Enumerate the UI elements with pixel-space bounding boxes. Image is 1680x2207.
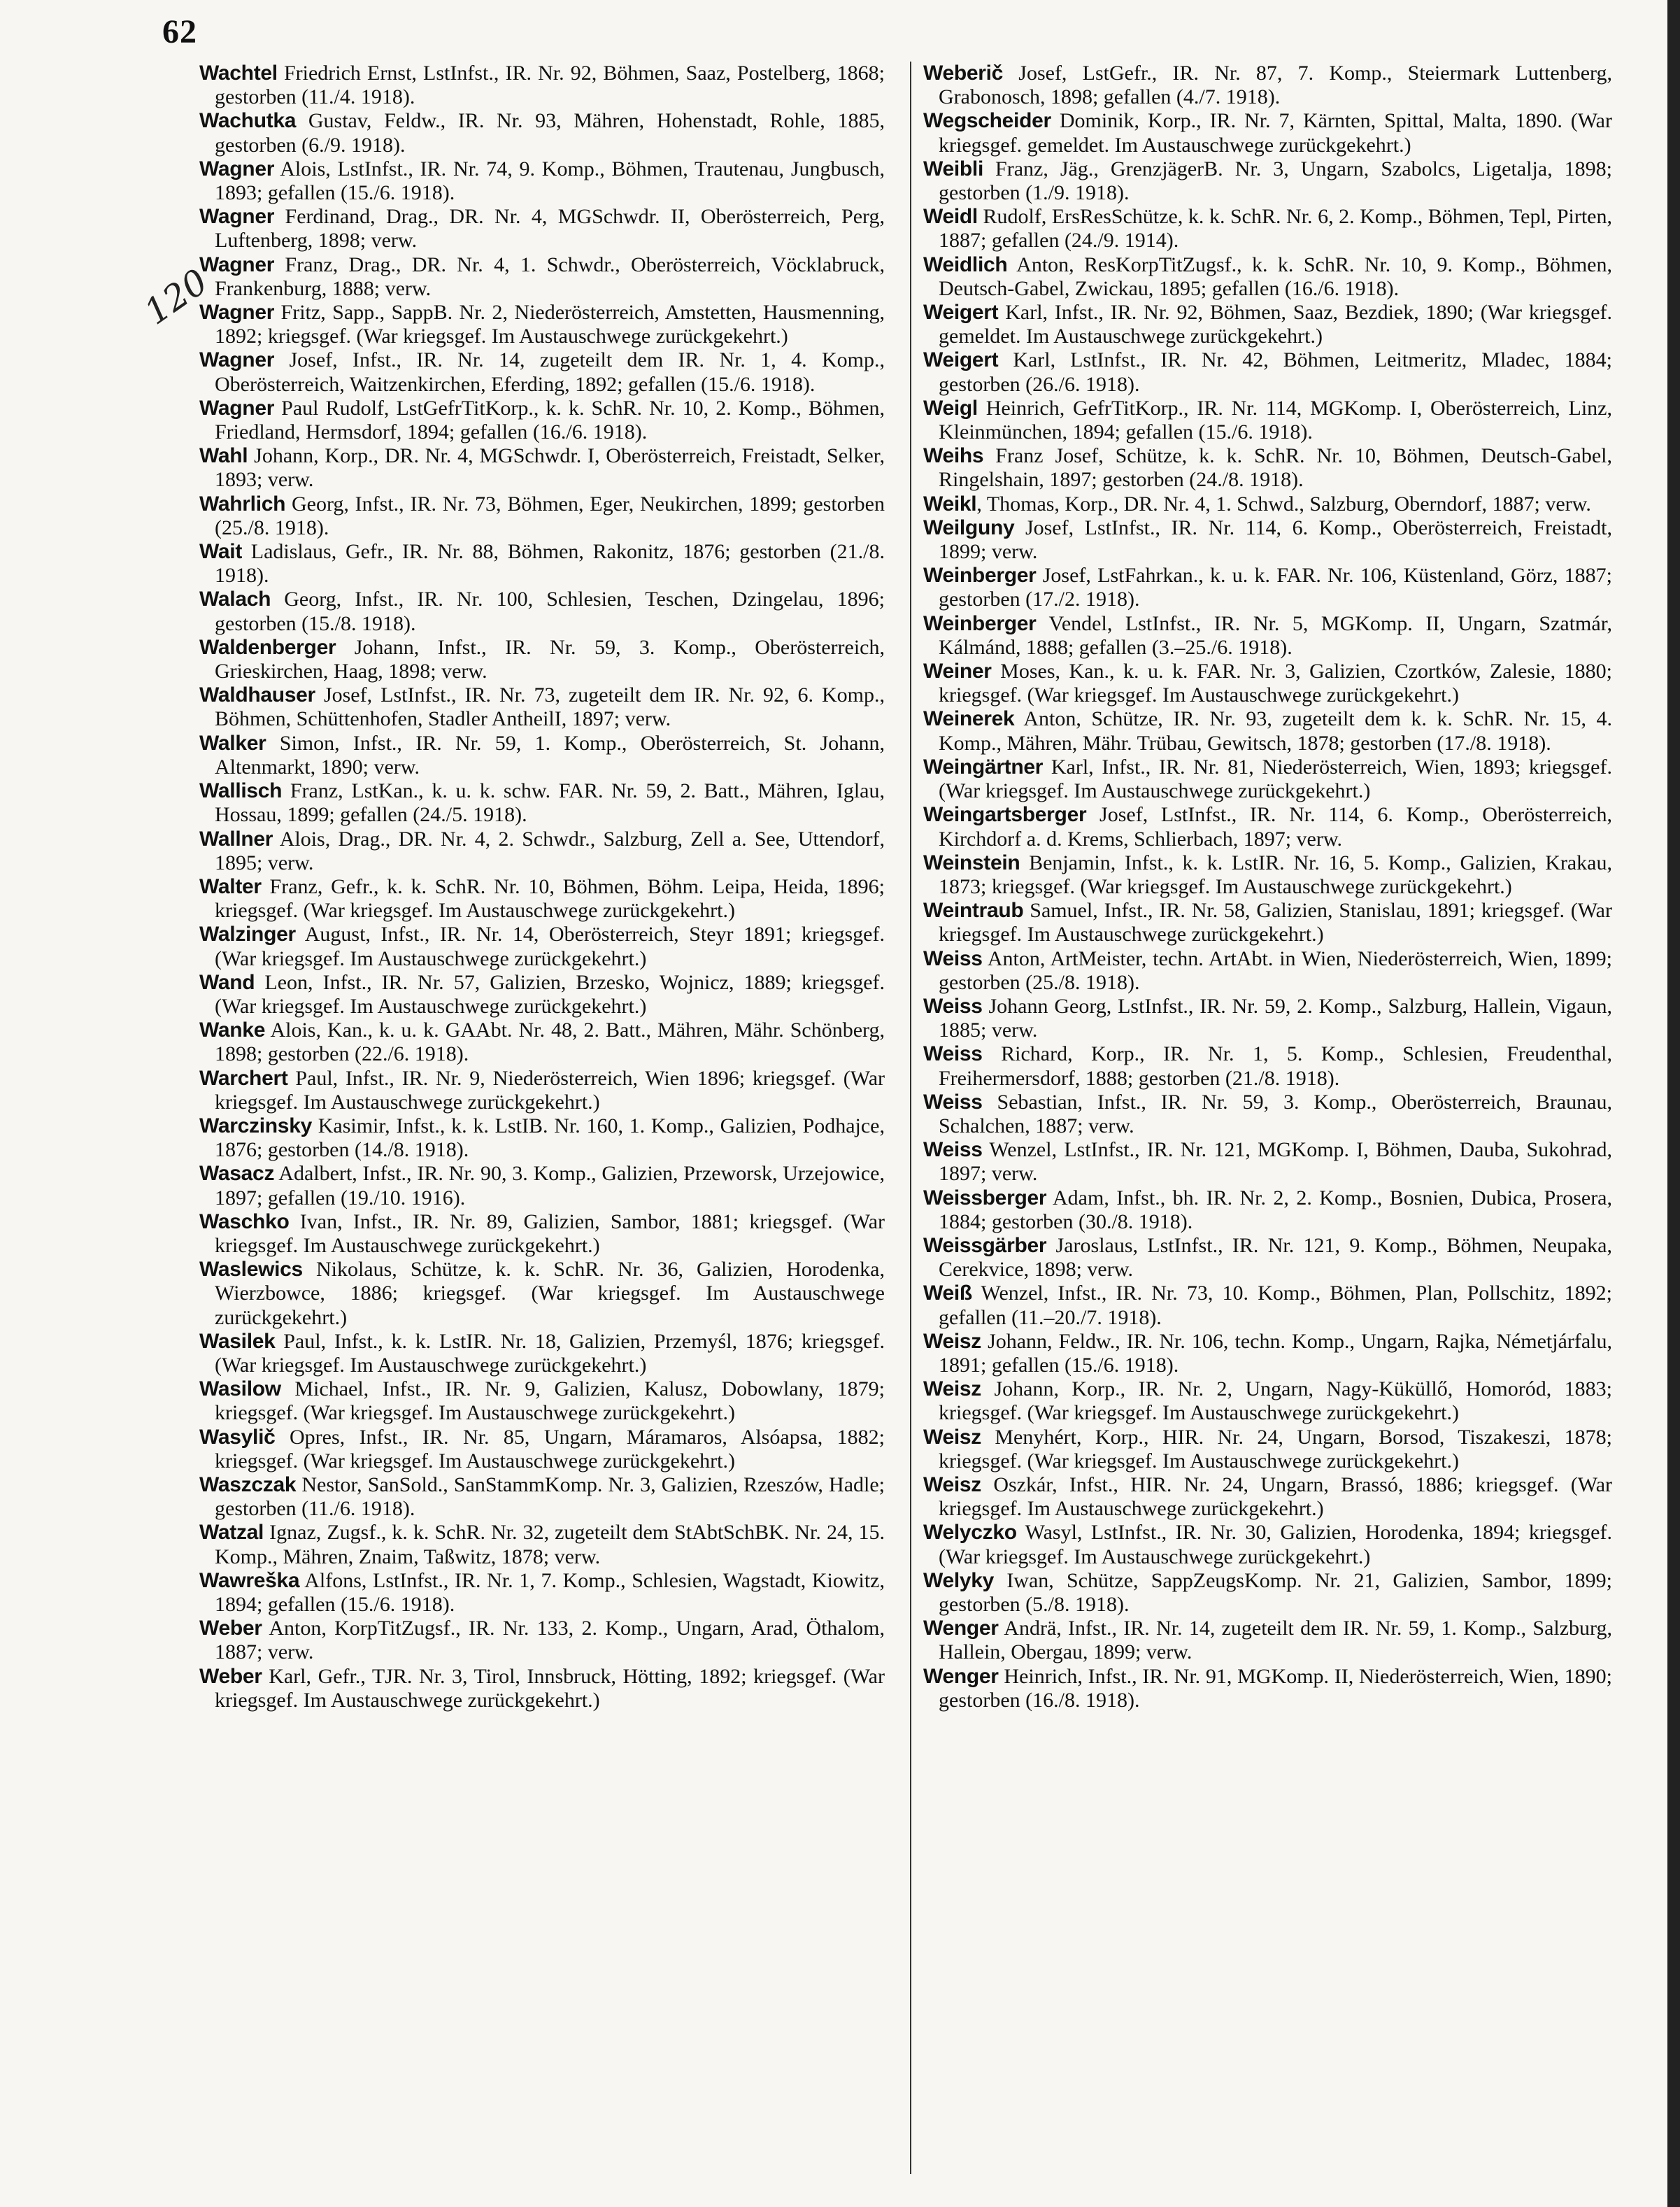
entry-surname: Warczinsky <box>199 1114 312 1137</box>
entry-details: Johann, Korp., DR. Nr. 4, MGSchwdr. I, Oberösterreich, Freistadt, Selker, 1893; verw. <box>215 444 885 492</box>
register-entry <box>199 1258 885 1330</box>
entry-details: , Thomas, Korp., DR. Nr. 4, 1. Schwd., Salzburg, Oberndorf, 1887; verw. <box>976 492 1591 516</box>
entry-details: Gustav, Feldw., IR. Nr. 93, Mähren, Hohenstadt, Rohle, 1885, gestorben (6./9. 1918). <box>215 109 885 157</box>
entry-details: Franz, Jäg., GrenzjägerB. Nr. 3, Ungarn, Szabolcs, Ligetalja, 1898; gestorben (1./9. 1918). <box>939 157 1612 205</box>
register-entry <box>199 683 885 731</box>
entry-details: Vendel, LstInfst., IR. Nr. 5, MGKomp. II, Ungarn, Szatmár, Kálmánd, 1888; gefallen (3.–25./6. 1918). <box>939 611 1612 659</box>
entry-details: Wenzel, Infst., IR. Nr. 73, 10. Komp., Böhmen, Plan, Pollschitz, 1892; gefallen (11.–20./7. 1918). <box>939 1282 1612 1329</box>
entry-surname: Weiss <box>923 1090 983 1114</box>
register-entry <box>199 1114 885 1162</box>
register-entry <box>199 732 885 779</box>
entry-surname: Weisz <box>923 1329 981 1353</box>
entry-surname: Wachtel <box>199 62 278 85</box>
entry-details: Andrä, Infst., IR. Nr. 14, zugeteilt dem IR. Nr. 59, 1. Komp., Salzburg, Hallein, Obergau, 1899; verw. <box>939 1617 1612 1664</box>
entry-details: Wasyl, LstInfst., IR. Nr. 30, Galizien, Horodenka, 1894; kriegsgef. (War kriegsgef. Im Austauschwege zurückgekehrt.) <box>939 1521 1612 1568</box>
entry-surname: Waschko <box>199 1209 290 1233</box>
register-entry <box>923 1521 1612 1568</box>
register-entry <box>199 397 885 444</box>
register-entry <box>199 444 885 492</box>
register-entry <box>923 1138 1612 1186</box>
register-entry <box>923 755 1612 803</box>
entry-surname: Wand <box>199 970 255 994</box>
entry-details: Jaroslaus, LstInfst., IR. Nr. 121, 9. Komp., Böhmen, Neupaka, Cerekvice, 1898; verw. <box>939 1233 1612 1282</box>
register-entry <box>923 301 1612 348</box>
entry-surname: Weber <box>199 1664 262 1688</box>
entry-details: Simon, Infst., IR. Nr. 59, 1. Komp., Oberösterreich, St. Johann, Altenmarkt, 1890; verw. <box>215 731 885 779</box>
entry-surname: Wasilek <box>199 1329 276 1353</box>
entry-surname: Weinberger <box>923 611 1037 635</box>
entry-details: Oszkár, Infst., HIR. Nr. 24, Ungarn, Brassó, 1886; kriegsgef. (War kriegsgef. Im Austauschwege zurückgekehrt.) <box>939 1472 1612 1521</box>
entry-details: Johann Georg, LstInfst., IR. Nr. 59, 2. Komp., Salzburg, Hallein, Vigaun, 1885; verw. <box>939 994 1612 1042</box>
entry-surname: Wanke <box>199 1019 266 1042</box>
entry-details: Sebastian, Infst., IR. Nr. 59, 3. Komp., Oberösterreich, Braunau, Schalchen, 1887; verw. <box>939 1090 1612 1137</box>
entry-details: Alois, LstInfst., IR. Nr. 74, 9. Komp., Böhmen, Trautenau, Jungbusch, 1893; gefallen (15./6. 1918). <box>215 157 885 205</box>
column-divider <box>910 62 911 2174</box>
entry-surname: Weingärtner <box>923 755 1044 779</box>
register-entry <box>199 157 885 205</box>
entry-details: Heinrich, GefrTitKorp., IR. Nr. 114, MGKomp. I, Oberösterreich, Linz, Kleinmünchen, 1894; gefallen (15./6. 1918). <box>939 396 1612 444</box>
entry-surname: Wasylič <box>199 1425 276 1449</box>
register-entry <box>923 348 1612 396</box>
entry-surname: Weigl <box>923 396 978 420</box>
entry-details: Alfons, LstInfst., IR. Nr. 1, 7. Komp., Schlesien, Wagstadt, Kiowitz, 1894; gefallen (15./6. 1918). <box>215 1568 885 1616</box>
entry-details: Dominik, Korp., IR. Nr. 7, Kärnten, Spittal, Malta, 1890. (War kriegsgef. gemeldet. Im Austauschwege zurückgekehrt.) <box>939 109 1612 157</box>
entry-surname: Weihs <box>923 444 984 468</box>
register-entry <box>199 1521 885 1568</box>
register-entry <box>923 995 1612 1042</box>
entry-details: Richard, Korp., IR. Nr. 1, 5. Komp., Schlesien, Freudenthal, Freihermersdorf, 1888; gestorben (21./8. 1918). <box>939 1042 1612 1090</box>
register-entry <box>199 588 885 635</box>
register-entry <box>199 875 885 923</box>
entry-surname: Wasilow <box>199 1377 281 1401</box>
entry-details: Heinrich, Infst., IR. Nr. 91, MGKomp. II, Niederösterreich, Wien, 1890; gestorben (16./8. 1918). <box>939 1664 1612 1712</box>
register-entry <box>923 492 1612 516</box>
entry-details: Josef, LstInfst., IR. Nr. 114, 6. Komp., Oberösterreich, Freistadt, 1899; verw. <box>939 516 1612 564</box>
entry-details: Rudolf, ErsResSchütze, k. k. SchR. Nr. 6, 2. Komp., Böhmen, Tepl, Pirten, 1887; gefallen (24./9. 1914). <box>939 205 1612 253</box>
entry-details: Friedrich Ernst, LstInfst., IR. Nr. 92, Böhmen, Saaz, Postelberg, 1868; gestorben (11./4. 1918). <box>215 62 885 109</box>
right-column <box>923 62 1612 1712</box>
entry-details: August, Infst., IR. Nr. 14, Oberösterreich, Steyr 1891; kriegsgef. (War kriegsgef. Im Austauschwege zurückgekehrt.) <box>215 923 885 970</box>
entry-details: Josef, LstGefr., IR. Nr. 87, 7. Komp., Steiermark Luttenberg, Grabonosch, 1898; gefallen (4./7. 1918). <box>939 62 1612 109</box>
register-entry <box>923 899 1612 946</box>
entry-surname: Watzal <box>199 1521 264 1545</box>
register-entry <box>199 1019 885 1066</box>
register-entry <box>923 1426 1612 1473</box>
entry-surname: Weiß <box>923 1282 972 1305</box>
entry-surname: Weiner <box>923 660 992 683</box>
register-entry <box>923 947 1612 995</box>
entry-surname: Wagner <box>199 348 275 372</box>
entry-surname: Wenger <box>923 1664 999 1688</box>
register-entry <box>923 1665 1612 1712</box>
entry-surname: Warchert <box>199 1066 288 1090</box>
entry-surname: Weisz <box>923 1377 981 1401</box>
register-entry <box>199 109 885 157</box>
register-entry <box>199 253 885 301</box>
entry-surname: Waldenberger <box>199 635 336 659</box>
register-entry <box>923 1234 1612 1282</box>
entry-surname: Wallner <box>199 827 273 851</box>
register-entry <box>199 779 885 827</box>
entry-details: Josef, LstInfst., IR. Nr. 73, zugeteilt dem IR. Nr. 92, 6. Komp., Böhmen, Schüttenhofen, Stadler AntheilI, 1897; verw. <box>215 683 885 731</box>
register-entry <box>923 516 1612 564</box>
register-entry <box>923 62 1612 109</box>
register-entry <box>923 253 1612 301</box>
page-number: 62 <box>162 13 197 50</box>
register-entry <box>923 1473 1612 1521</box>
register-entry <box>923 851 1612 899</box>
register-entry <box>923 1617 1612 1664</box>
entry-surname: Weilguny <box>923 516 1015 539</box>
register-entry <box>923 707 1612 755</box>
entry-surname: Walzinger <box>199 923 296 946</box>
entry-details: Johann, Feldw., IR. Nr. 106, techn. Komp., Ungarn, Rajka, Németjárfalu, 1891; gefallen (15./6. 1918). <box>939 1329 1612 1377</box>
register-entry <box>199 301 885 348</box>
entry-surname: Weissberger <box>923 1186 1047 1209</box>
entry-details: Nikolaus, Schütze, k. k. SchR. Nr. 36, Galizien, Horodenka, Wierzbowce, 1886; kriegsgef. (War kriegsgef. Im Austauschwege zurückgekehrt.) <box>215 1258 885 1329</box>
entry-details: Paul, Infst., IR. Nr. 9, Niederösterreich, Wien 1896; kriegsgef. (War kriegsgef. Im Austauschwege zurückgekehrt.) <box>215 1066 885 1114</box>
entry-details: Johann, Infst., IR. Nr. 59, 3. Komp., Oberösterreich, Grieskirchen, Haag, 1898; verw. <box>215 635 885 683</box>
register-entry <box>923 564 1612 611</box>
entry-details: Ivan, Infst., IR. Nr. 89, Galizien, Sambor, 1881; kriegsgef. (War kriegsgef. Im Austauschwege zurückgekehrt.) <box>215 1209 885 1257</box>
entry-details: Samuel, Infst., IR. Nr. 58, Galizien, Stanislau, 1891; kriegsgef. (War kriegsgef. Im Austauschwege zurückgekehrt.) <box>939 899 1612 946</box>
entry-details: Anton, Schütze, IR. Nr. 93, zugeteilt dem k. k. SchR. Nr. 15, 4. Komp., Mähren, Mähr. Trübau, Gewitsch, 1878; gestorben (17./8. 1918). <box>939 707 1612 755</box>
register-entry <box>923 803 1612 851</box>
entry-surname: Walter <box>199 874 262 898</box>
entry-surname: Walach <box>199 588 271 611</box>
register-entry <box>199 492 885 540</box>
entry-surname: Weissgärber <box>923 1233 1047 1257</box>
entry-details: Benjamin, Infst., k. k. LstIR. Nr. 16, 5. Komp., Galizien, Krakau, 1873; kriegsgef. (War kriegsgef. Im Austauschwege zurückgekehrt.) <box>939 851 1612 898</box>
entry-details: Franz, Gefr., k. k. SchR. Nr. 10, Böhmen, Böhm. Leipa, Heida, 1896; kriegsgef. (War kriegsgef. Im Austauschwege zurückgekehrt.) <box>215 874 885 923</box>
entry-details: Fritz, Sapp., SappB. Nr. 2, Niederösterreich, Amstetten, Hausmenning, 1892; kriegsgef. (War kriegsgef. Im Austauschwege zurückgekehrt.) <box>215 301 885 348</box>
register-entry <box>199 62 885 109</box>
entry-details: Josef, Infst., IR. Nr. 14, zugeteilt dem IR. Nr. 1, 4. Komp., Oberösterreich, Waitzenkirchen, Eferding, 1892; gefallen (15./6. 1918). <box>215 348 885 396</box>
entry-surname: Walker <box>199 731 266 755</box>
entry-surname: Wagner <box>199 157 275 180</box>
entry-surname: Weinberger <box>923 564 1037 588</box>
register-entry <box>199 1473 885 1521</box>
register-entry <box>199 1067 885 1114</box>
entry-surname: Wagner <box>199 253 275 276</box>
register-entry <box>199 205 885 253</box>
entry-details: Karl, Gefr., TJR. Nr. 3, Tirol, Innsbruck, Hötting, 1892; kriegsgef. (War kriegsgef. Im Austauschwege zurückgekehrt.) <box>215 1664 885 1712</box>
entry-details: Nestor, SanSold., SanStammKomp. Nr. 3, Galizien, Rzeszów, Hadle; gestorben (11./6. 1918). <box>215 1472 885 1521</box>
entry-surname: Weigert <box>923 301 999 325</box>
page-edge-shadow <box>1667 0 1680 2207</box>
register-entry <box>923 1042 1612 1090</box>
entry-surname: Waszczak <box>199 1472 297 1496</box>
entry-surname: Weigert <box>923 348 999 372</box>
register-entry <box>923 1186 1612 1234</box>
entry-details: Franz, Drag., DR. Nr. 4, 1. Schwdr., Oberösterreich, Vöcklabruck, Frankenburg, 1888; verw. <box>215 253 885 300</box>
entry-details: Franz, LstKan., k. u. k. schw. FAR. Nr. 59, 2. Batt., Mähren, Iglau, Hossau, 1899; gefallen (24./5. 1918). <box>215 779 885 827</box>
entry-details: Michael, Infst., IR. Nr. 9, Galizien, Kalusz, Dobowlany, 1879; kriegsgef. (War kriegsgef. Im Austauschwege zurückgekehrt.) <box>215 1377 885 1425</box>
register-entry <box>923 1377 1612 1425</box>
register-entry <box>923 109 1612 157</box>
register-entry <box>199 923 885 970</box>
entry-surname: Weiss <box>923 994 983 1018</box>
register-entry <box>923 157 1612 205</box>
register-entry <box>923 1569 1612 1617</box>
entry-details: Karl, Infst., IR. Nr. 81, Niederösterreich, Wien, 1893; kriegsgef. (War kriegsgef. Im Austauschwege zurückgekehrt.) <box>939 755 1612 803</box>
register-entry <box>923 1091 1612 1138</box>
register-entry <box>923 444 1612 492</box>
entry-surname: Weiss <box>923 1138 983 1162</box>
entry-details: Josef, LstInfst., IR. Nr. 114, 6. Komp., Oberösterreich, Kirchdorf a. d. Krems, Schlierbach, 1897; verw. <box>939 803 1612 851</box>
entry-details: Alois, Kan., k. u. k. GAAbt. Nr. 48, 2. Batt., Mähren, Mähr. Schönberg, 1898; gestorben (22./6. 1918). <box>215 1019 885 1066</box>
entry-details: Wenzel, LstInfst., IR. Nr. 121, MGKomp. I, Böhmen, Dauba, Sukohrad, 1897; verw. <box>939 1138 1612 1186</box>
entry-surname: Weidl <box>923 205 978 229</box>
entry-surname: Weingartsberger <box>923 803 1087 827</box>
entry-details: Iwan, Schütze, SappZeugsKomp. Nr. 21, Galizien, Sambor, 1899; gestorben (5./8. 1918). <box>939 1568 1612 1616</box>
entry-surname: Wagner <box>199 205 275 229</box>
register-entry <box>199 1665 885 1712</box>
entry-surname: Weikl <box>923 492 977 516</box>
entry-surname: Weintraub <box>923 899 1024 923</box>
entry-details: Anton, ResKorpTitZugsf., k. k. SchR. Nr. 10, 9. Komp., Böhmen, Deutsch-Gabel, Zwickau, 1895; gefallen (16./6. 1918). <box>939 253 1612 300</box>
entry-surname: Weiss <box>923 946 983 970</box>
register-entry <box>199 971 885 1019</box>
entry-details: Paul, Infst., k. k. LstIR. Nr. 18, Galizien, Przemyśl, 1876; kriegsgef. (War kriegsgef. Im Austauschwege zurückgekehrt.) <box>215 1329 885 1377</box>
entry-surname: Weiss <box>923 1042 983 1066</box>
register-entry <box>199 1330 885 1377</box>
entry-surname: Welyczko <box>923 1521 1017 1545</box>
entry-surname: Wallisch <box>199 779 283 803</box>
entry-surname: Weber <box>199 1617 262 1640</box>
entry-surname: Weisz <box>923 1472 981 1496</box>
entry-surname: Weinstein <box>923 851 1020 874</box>
register-entry <box>199 1210 885 1258</box>
entry-details: Josef, LstFahrkan., k. u. k. FAR. Nr. 106, Küstenland, Görz, 1887; gestorben (17./2. 1918). <box>939 564 1612 611</box>
entry-surname: Wagner <box>199 396 275 420</box>
entry-details: Alois, Drag., DR. Nr. 4, 2. Schwdr., Salzburg, Zell a. See, Uttendorf, 1895; verw. <box>215 827 885 874</box>
entry-details: Moses, Kan., k. u. k. FAR. Nr. 3, Galizien, Czortków, Zalesie, 1880; kriegsgef. (War kriegsgef. Im Austauschwege zurückgekehrt.) <box>939 660 1612 707</box>
register-entry <box>923 612 1612 660</box>
register-entry <box>199 1426 885 1473</box>
entry-surname: Wahrlich <box>199 492 286 516</box>
entry-surname: Wasacz <box>199 1162 275 1186</box>
entry-surname: Welyky <box>923 1568 995 1592</box>
register-entry <box>199 1162 885 1209</box>
handwritten-margin-note: 120 <box>137 261 215 333</box>
register-entry <box>923 660 1612 707</box>
entry-surname: Weidlich <box>923 253 1008 276</box>
entry-details: Anton, KorpTitZugsf., IR. Nr. 133, 2. Komp., Ungarn, Arad, Öthalom, 1887; verw. <box>215 1617 885 1664</box>
register-entry <box>199 1377 885 1425</box>
entry-details: Georg, Infst., IR. Nr. 73, Böhmen, Eger, Neukirchen, 1899; gestorben (25./8. 1918). <box>215 492 885 539</box>
entry-surname: Wahl <box>199 444 248 468</box>
entry-details: Franz Josef, Schütze, k. k. SchR. Nr. 10, Böhmen, Deutsch-Gabel, Ringelshain, 1897; gestorben (24./8. 1918). <box>939 444 1612 492</box>
entry-surname: Weberič <box>923 62 1004 85</box>
entry-surname: Weibli <box>923 157 983 180</box>
entry-surname: Weinerek <box>923 707 1015 731</box>
entry-details: Ignaz, Zugsf., k. k. SchR. Nr. 32, zugeteilt dem StAbtSchBK. Nr. 24, 15. Komp., Mähren, Znaim, Taßwitz, 1878; verw. <box>215 1521 885 1568</box>
entry-details: Paul Rudolf, LstGefrTitKorp., k. k. SchR. Nr. 10, 2. Komp., Böhmen, Friedland, Hermsdorf, 1894; gefallen (16./6. 1918). <box>215 396 885 444</box>
entry-details: Adalbert, Infst., IR. Nr. 90, 3. Komp., Galizien, Przeworsk, Urzejowice, 1897; gefallen (19./10. 1916). <box>215 1162 885 1209</box>
register-entry <box>199 636 885 683</box>
entry-details: Johann, Korp., IR. Nr. 2, Ungarn, Nagy-Küküllő, Homoród, 1883; kriegsgef. (War kriegsgef. Im Austauschwege zurückgekehrt.) <box>939 1377 1612 1425</box>
entry-surname: Waslewics <box>199 1258 303 1282</box>
entry-details: Leon, Infst., IR. Nr. 57, Galizien, Brzesko, Wojnicz, 1889; kriegsgef. (War kriegsgef. Im Austauschwege zurückgekehrt.) <box>215 970 885 1018</box>
entry-details: Kasimir, Infst., k. k. LstIB. Nr. 160, 1. Komp., Galizien, Podhajce, 1876; gestorben (14./8. 1918). <box>215 1114 885 1162</box>
register-entry <box>923 397 1612 444</box>
entry-details: Karl, LstInfst., IR. Nr. 42, Böhmen, Leitmeritz, Mladec, 1884; gestorben (26./6. 1918). <box>939 348 1612 396</box>
entry-surname: Wait <box>199 540 243 564</box>
entry-details: Ferdinand, Drag., DR. Nr. 4, MGSchwdr. II, Oberösterreich, Perg, Luftenberg, 1898; verw. <box>215 205 885 253</box>
entry-surname: Wenger <box>923 1617 999 1640</box>
entry-surname: Waldhauser <box>199 683 315 707</box>
entry-details: Adam, Infst., bh. IR. Nr. 2, 2. Komp., Bosnien, Dubica, Prosera, 1884; gestorben (30./8. 1918). <box>939 1186 1612 1233</box>
entry-surname: Wegscheider <box>923 109 1051 133</box>
entry-details: Karl, Infst., IR. Nr. 92, Böhmen, Saaz, Bezdiek, 1890; (War kriegsgef. gemeldet. Im Austauschwege zurückgekehrt.) <box>939 301 1612 348</box>
entry-details: Opres, Infst., IR. Nr. 85, Ungarn, Máramaros, Alsóapsa, 1882; kriegsgef. (War kriegsgef. Im Austauschwege zurückgekehrt.) <box>215 1425 885 1472</box>
register-entry <box>199 1617 885 1664</box>
entry-details: Ladislaus, Gefr., IR. Nr. 88, Böhmen, Rakonitz, 1876; gestorben (21./8. 1918). <box>215 540 885 588</box>
register-entry <box>923 1330 1612 1377</box>
entry-surname: Wagner <box>199 301 275 325</box>
entry-details: Anton, ArtMeister, techn. ArtAbt. in Wien, Niederösterreich, Wien, 1899; gestorben (25./8. 1918). <box>939 946 1612 994</box>
register-entry <box>199 540 885 588</box>
register-entry <box>923 1282 1612 1329</box>
left-column <box>199 62 885 1712</box>
register-entry <box>923 205 1612 253</box>
entry-surname: Wawreška <box>199 1568 300 1592</box>
register-entry <box>199 1569 885 1617</box>
entry-details: Georg, Infst., IR. Nr. 100, Schlesien, Teschen, Dzingelau, 1896; gestorben (15./8. 1918). <box>215 588 885 635</box>
entry-surname: Weisz <box>923 1425 981 1449</box>
register-entry <box>199 348 885 396</box>
entry-details: Menyhért, Korp., HIR. Nr. 24, Ungarn, Borsod, Tiszakeszi, 1878; kriegsgef. (War kriegsgef. Im Austauschwege zurückgekehrt.) <box>939 1425 1612 1472</box>
entry-surname: Wachutka <box>199 109 297 133</box>
register-entry <box>199 828 885 875</box>
